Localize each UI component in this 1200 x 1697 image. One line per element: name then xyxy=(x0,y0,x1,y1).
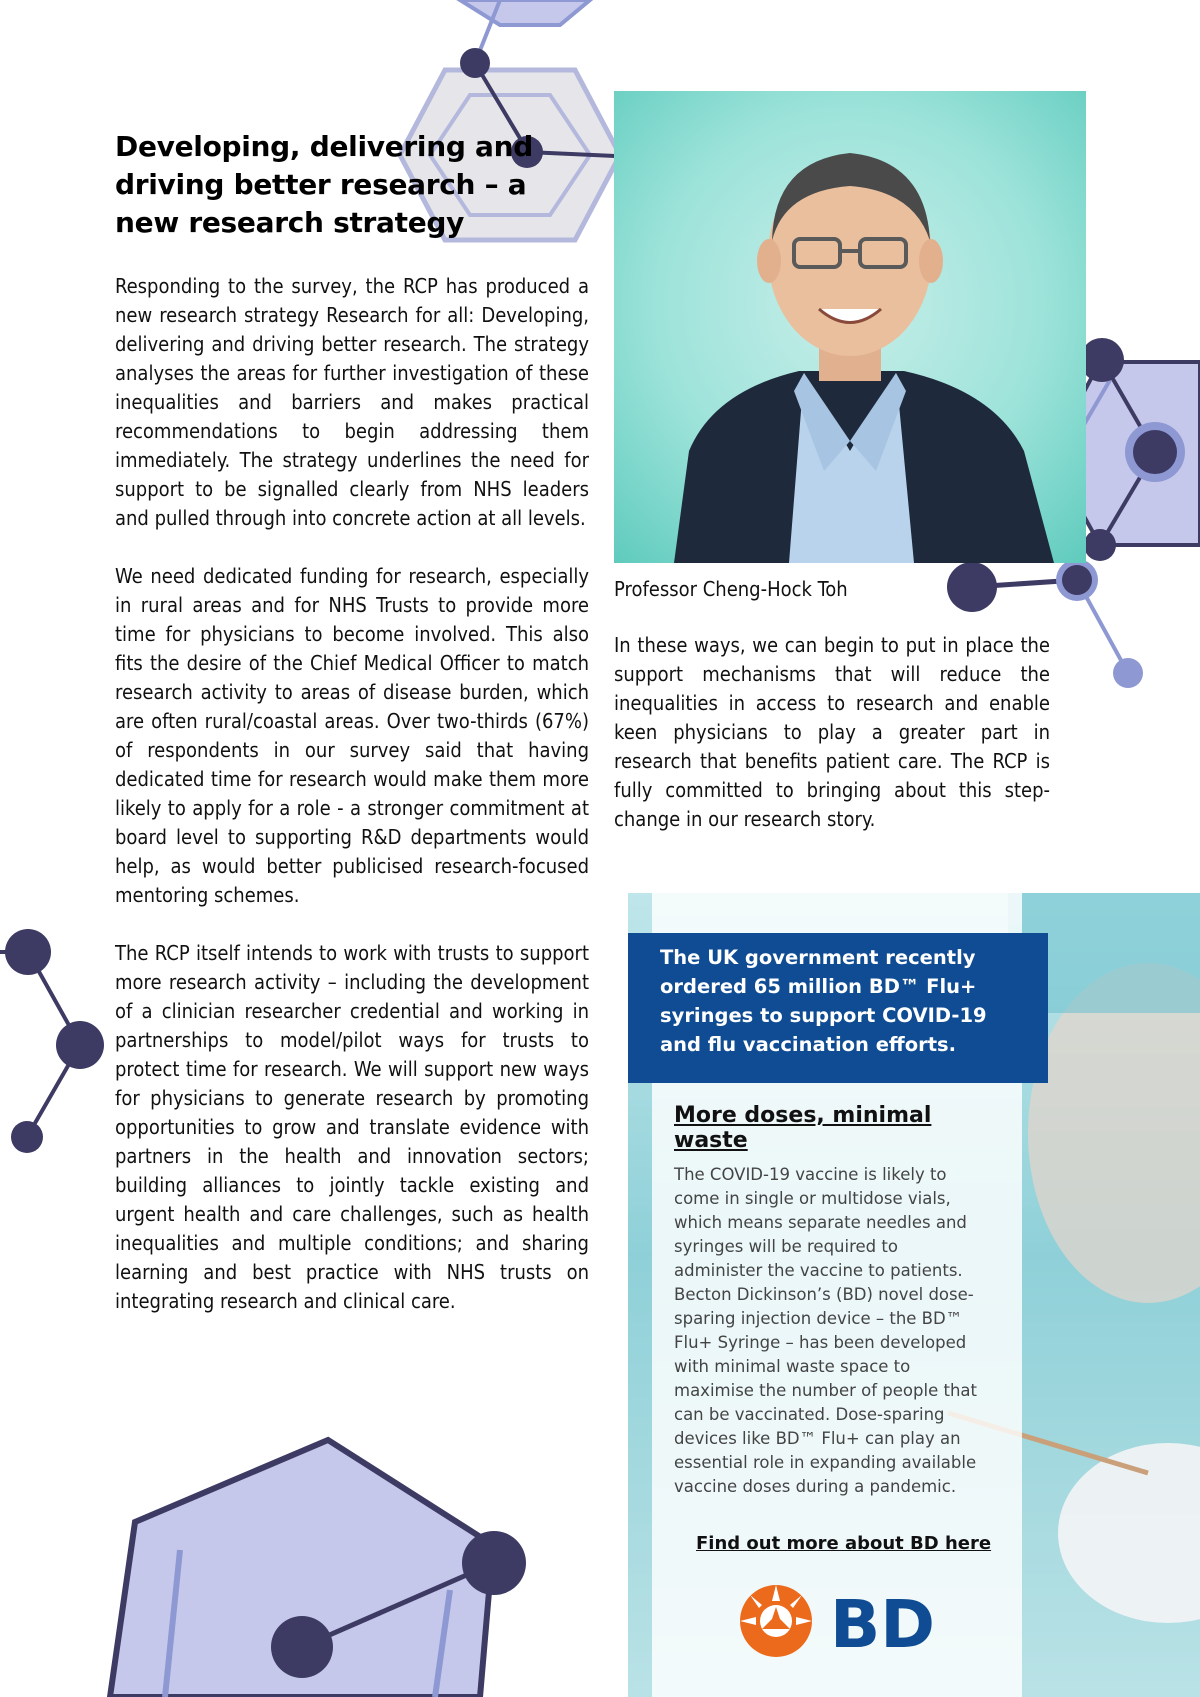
find-out-more-link[interactable]: Find out more about BD here xyxy=(696,1533,992,1554)
ad-body-text: The COVID-19 vaccine is likely to come in single or multidose vials, which means separate needles and syringes will be required to administer the vaccine to patients. Becton Dickinson’s (BD) novel dose-sparing injection device – the BD™ Flu+ Syringe – has been developed with minimal waste space to maximise the number of people that can be vaccinated. Dose-sparing devices like BD™ Flu+ can play an essential role in expanding available vaccine doses during a pandemic. xyxy=(674,1165,977,1496)
article-paragraph: In these ways, we can begin to put in place the support mechanisms that will reduce the inequalities in access to research and enable keen physicians to play a greater part in research that benefits patient care. The RCP is fully committed to bringing about this step-change in our research story. xyxy=(614,633,1050,831)
ad-heading: More doses, minimal waste xyxy=(674,1103,932,1153)
article-paragraph: The RCP itself intends to work with trusts to support more research activity – including the development of a clinician researcher credential and working in partnerships to model/pilot ways for trusts to protect time for research. We will support new ways for physicians to generate research by promoting opportunities to grow and translate evidence with partners in the health and innovation sectors; building alliances to jointly tackle existing and urgent health and care challenges, such as health inequalities and multiple conditions; and sharing learning and best practice with NHS trusts on integrating research and clinical care. xyxy=(115,941,589,1313)
bd-starburst-icon xyxy=(740,1585,812,1657)
photo-caption: Professor Cheng-Hock Toh xyxy=(614,577,848,601)
article-paragraph: We need dedicated funding for research, especially in rural areas and for NHS Trusts to provide more time for physicians to become involved. This also fits the desire of the Chief Medical Officer to match research activity to areas of disease burden, which are often rural/coastal areas. Over two-thirds (67%) of respondents in our survey said that having dedicated time for research would make them more likely to apply for a role - a stronger commitment at board level to supporting R&D departments would help, as would better publicised research-focused mentoring schemes. xyxy=(115,564,589,907)
bd-logo-text: BD xyxy=(830,1586,936,1663)
bd-logo xyxy=(738,1583,938,1667)
portrait-illustration xyxy=(614,91,1086,563)
article-paragraph: Responding to the survey, the RCP has produced a new research strategy Research for all: Developing, delivering and driving better research. The strategy analyses the areas for further investigation of these inequalities and barriers and makes practical recommendations to begin addressing them immediately. The strategy underlines the need for support to be signalled clearly from NHS leaders and pulled through into concrete action at all levels. xyxy=(115,274,589,530)
bd-advertisement xyxy=(628,893,1200,1697)
article-left-column xyxy=(115,272,589,1345)
ad-banner: The UK government recently ordered 65 million BD™ Flu+ syringes to support COVID-19 and flu vaccination efforts. xyxy=(628,933,1048,1083)
article-title: Developing, delivering and driving better research – a new research strategy xyxy=(115,130,533,239)
article-right-column xyxy=(614,631,1050,834)
bd-logo-graphic xyxy=(738,1583,938,1663)
portrait-photo xyxy=(614,91,1086,563)
